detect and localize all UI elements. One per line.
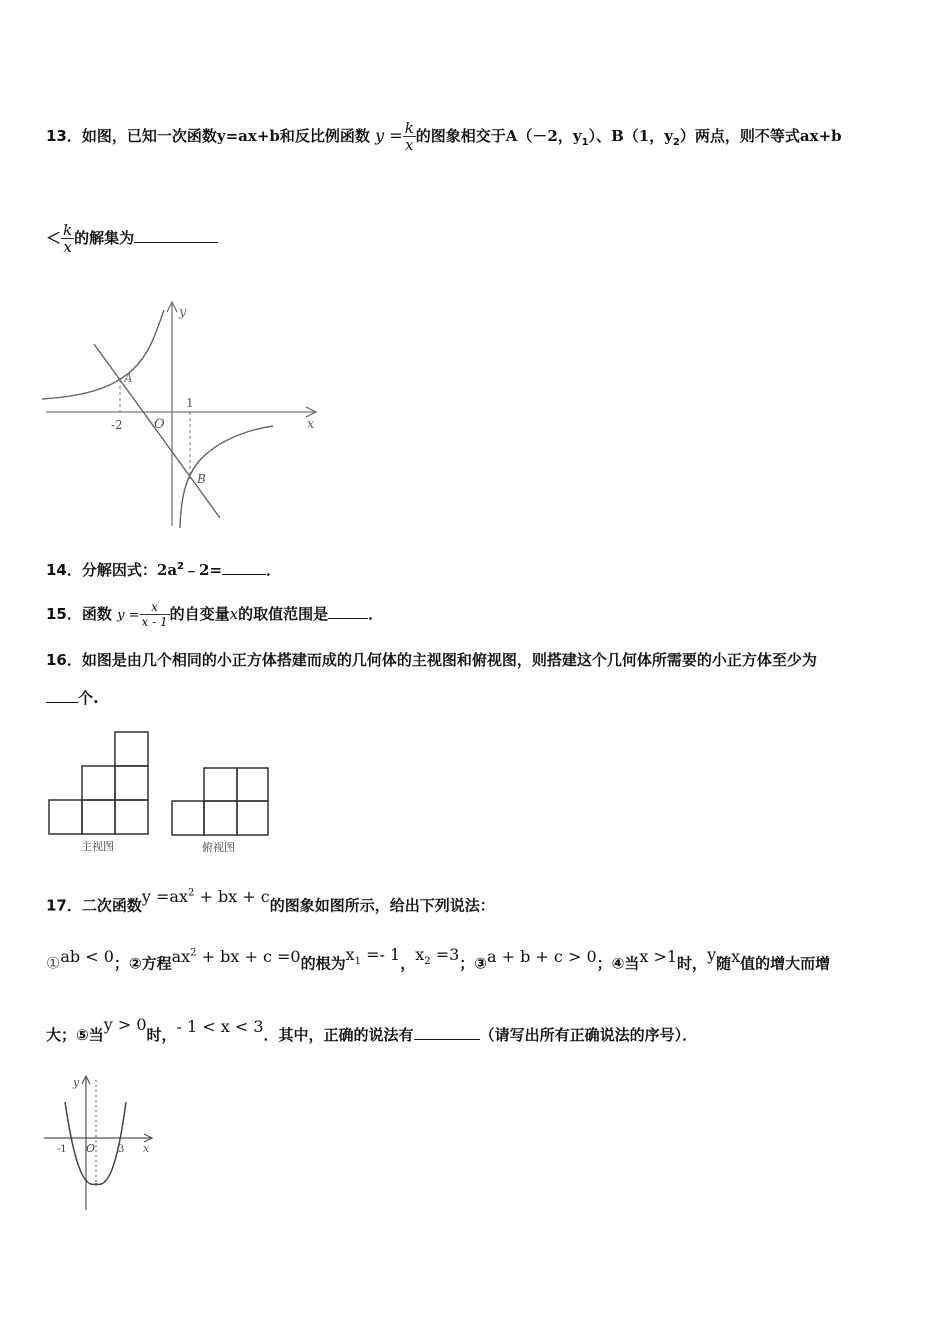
q13-hyperbola-right (180, 426, 273, 528)
q13-text-c: 的图象相交于 (415, 127, 506, 145)
q17-s4-cond: x >1 (639, 947, 678, 967)
q17-s1: ab < 0 (60, 947, 114, 967)
q17-text-g: 大；⑤当 (46, 1026, 104, 1044)
q13-frac-den: x (405, 136, 414, 154)
q17-s3: a + b + c > 0 (486, 947, 597, 967)
q17-line2 (46, 945, 831, 981)
q13-frac2-num: k (63, 221, 73, 239)
q13-lt: ＜ (46, 229, 62, 247)
q17-text-d: 时， (677, 954, 708, 973)
q13-line2 (46, 222, 218, 255)
q13-frac-lhs: y = (375, 126, 403, 145)
q16-line2 (46, 688, 99, 708)
q15-var: x (229, 605, 239, 623)
q17-line3 (46, 1015, 698, 1045)
q15-line (46, 600, 383, 629)
q13-number: 13． (46, 127, 82, 145)
q17-text-h: 时， (146, 1026, 177, 1044)
q16-line1 (46, 650, 817, 670)
q13-label-b: B (197, 472, 206, 486)
q13-linear-function: y=ax+b (216, 127, 280, 145)
q15-answer-blank[interactable] (328, 604, 368, 619)
q16-number: 16． (46, 651, 82, 669)
q17-s5-cond: y > 0 (103, 1015, 147, 1034)
q15-text-b: 的自变量 (169, 605, 230, 623)
q17-x1: x (345, 945, 355, 965)
q16-top-view (172, 768, 268, 835)
q13-text-f: 的解集为 (74, 229, 135, 247)
q13-fraction-2 (61, 222, 74, 255)
q16-label-top: 俯视图 (202, 841, 235, 854)
q15-fraction (140, 600, 170, 629)
q17-tick-neg1: -1 (57, 1144, 67, 1155)
q14-line (46, 557, 281, 580)
q13-hyperbola-left (42, 310, 164, 399)
q17-comma: ， (400, 954, 416, 973)
q13-label-origin: O (154, 417, 165, 432)
q17-text-a: 二次函数 (81, 896, 142, 915)
q17-x1-sub: 1 (354, 956, 362, 968)
q16-front-view (49, 732, 148, 834)
q17-func-start: y =ax (141, 887, 188, 907)
q13-ineq-start: ax+b (799, 127, 842, 145)
q14-expr: 2a (156, 561, 178, 579)
q14-answer-blank[interactable] (222, 560, 266, 575)
q17-text-i: ．其中，正确的说法有 (263, 1026, 414, 1044)
q15-num: x (140, 600, 170, 615)
q13-text-a: 如图，已知一次函数 (81, 127, 217, 145)
q13-answer-blank[interactable] (134, 228, 218, 243)
q14-end: ． (266, 561, 282, 579)
q15-lhs: y = (117, 608, 140, 623)
q17-s4-x: x (731, 947, 741, 967)
q17-parabola (65, 1102, 126, 1185)
q13-text-d: ）、 (588, 127, 612, 145)
q17-s1-mark: ① (46, 953, 61, 973)
q17-graph (40, 1070, 160, 1215)
q17-text-f: 值的增大而增 (740, 954, 831, 973)
q16-answer-blank[interactable] (46, 688, 78, 703)
q15-text-c: 的取值范围是 (238, 605, 329, 623)
q16-views (44, 728, 284, 858)
q13-point-a: A（－2，y (505, 127, 582, 145)
q17-root2 (415, 945, 460, 968)
q17-sep1: ；②方程 (113, 954, 172, 973)
q17-tick-3: 3 (118, 1144, 125, 1155)
q13-sub1: 1 (581, 137, 589, 148)
q16-label-front: 主视图 (81, 840, 114, 853)
q17-text-j: （请写出所有正确说法的序号）． (479, 1026, 698, 1044)
q17-x2: x (415, 945, 425, 965)
q13-graph (40, 296, 325, 536)
q15-end: ． (368, 605, 384, 623)
q13-fraction (403, 120, 416, 153)
q17-x2-val: =3 (430, 945, 460, 965)
q17-func (142, 887, 270, 906)
q17-equation (172, 947, 301, 966)
q14-text-a: 分解因式： (81, 561, 157, 579)
q13-text-b: 和反比例函数 (279, 127, 370, 145)
q13-frac-num: k (404, 119, 414, 137)
q17-s5-range: - 1 < x < 3 (176, 1017, 264, 1036)
q17-eq-start: ax (171, 947, 191, 967)
q13-point-b: B（1，y (611, 127, 673, 145)
q15-den: x - 1 (141, 615, 168, 629)
q17-label-x: x (143, 1142, 150, 1155)
q14-number: 14． (46, 561, 82, 579)
q17-func-end: + bx + c (194, 887, 270, 907)
q17-label-y: y (73, 1076, 80, 1089)
q17-root1 (345, 945, 401, 968)
q17-x2-sub: 2 (424, 956, 431, 968)
q17-text-c: 的根为 (300, 954, 346, 973)
q15-text-a: 函数 (81, 605, 112, 623)
q17-label-origin: O (86, 1142, 96, 1155)
q13-label-x: x (307, 417, 315, 432)
q17-sep2: ；③ (459, 954, 487, 973)
q17-func-exp: 2 (187, 888, 195, 899)
q13-tick-neg2: -2 (111, 418, 123, 432)
q16-text-b: 个. (78, 689, 99, 707)
q13-sub2: 2 (672, 137, 680, 148)
q13-text-e: ）两点，则不等式 (679, 127, 800, 145)
q13-tick-1: 1 (186, 396, 194, 410)
q14-expr-end: ﹣2= (184, 561, 223, 579)
q16-text-a: 如图是由几个相同的小正方体搭建而成的几何体的主视图和俯视图，则搭建这个几何体所需要的小正方体至少为 (81, 651, 817, 669)
q14-exp: 2 (177, 561, 185, 572)
q15-number: 15． (46, 605, 82, 623)
q17-s4-y: y (707, 945, 717, 965)
q17-text-b: 的图象如图所示，给出下列说法： (269, 896, 495, 915)
q17-x1-val: =- 1 (361, 945, 401, 965)
q13-label-a: A (124, 371, 133, 385)
q13-frac2-den: x (63, 238, 72, 256)
q17-sep3: ；④当 (596, 954, 640, 973)
q17-answer-blank[interactable] (414, 1025, 480, 1040)
q17-text-e: 随 (716, 954, 732, 973)
q17-eq-exp: 2 (190, 948, 197, 959)
q17-number: 17． (46, 896, 82, 915)
q13-label-y: y (179, 305, 187, 320)
q17-line1 (46, 887, 495, 915)
q13-line1 (46, 120, 842, 153)
q17-eq-end: + bx + c =0 (196, 947, 301, 967)
